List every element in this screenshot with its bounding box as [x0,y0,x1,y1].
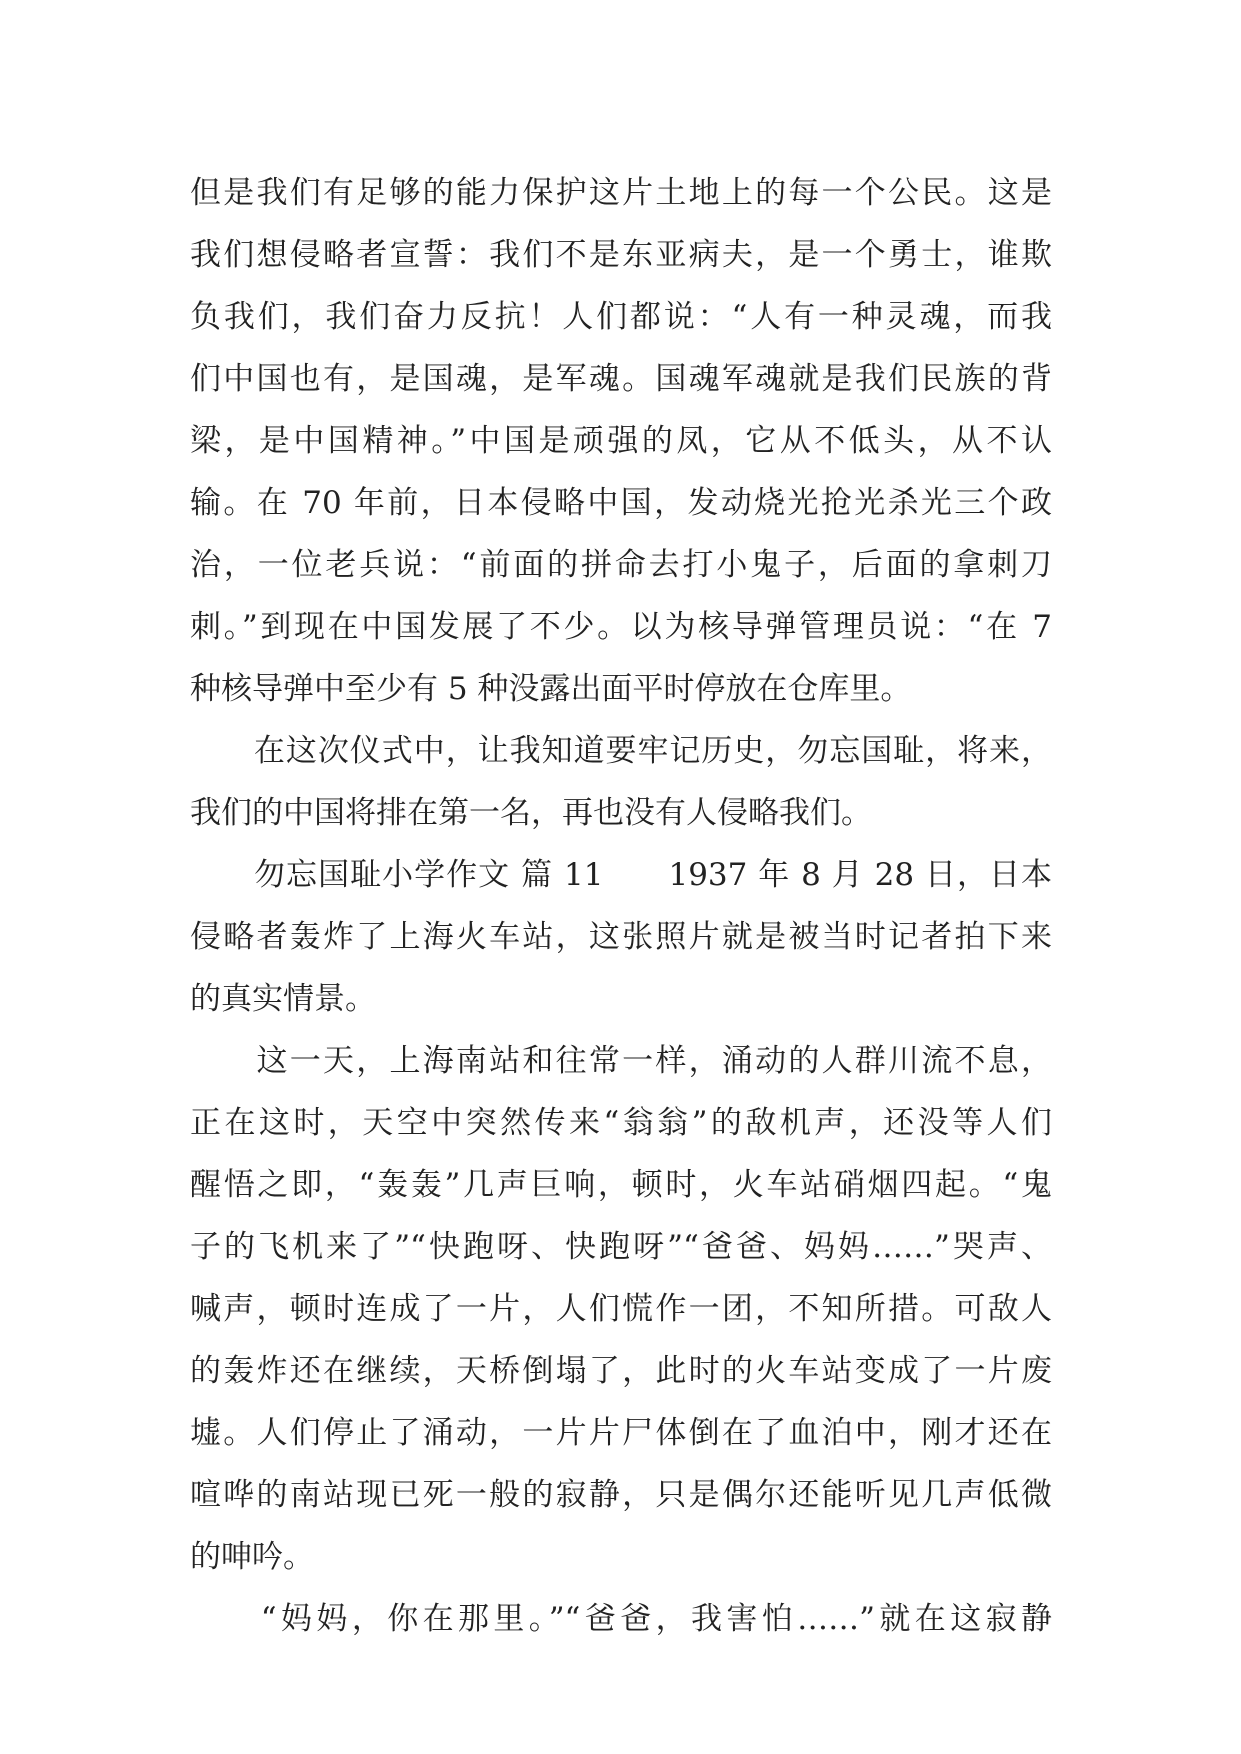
text-line: 的真实情景。 [190,981,376,1017]
text-line: 喧哗的南站现已死一般的寂静，只是偶尔还能听见几声低微 [190,1477,1052,1513]
text-line: 墟。人们停止了涌动，一片片尸体倒在了血泊中，刚才还在 [190,1415,1052,1451]
text-line: 刺。”到现在中国发展了不少。以为核导弹管理员说：“在 7 [190,609,1052,645]
text-line: 侵略者轰炸了上海火车站，这张照片就是被当时记者拍下来 [190,919,1052,955]
document-body-text [190,162,1052,1650]
text-line: 输。在 70 年前，日本侵略中国，发动烧光抢光杀光三个政 [190,485,1052,521]
text-line: 勿忘国耻小学作文 篇 11 1937 年 8 月 28 日，日本 [190,857,1052,893]
text-line: 我们想侵略者宣誓：我们不是东亚病夫，是一个勇士，谁欺 [190,237,1052,273]
text-line: 种核导弹中至少有 5 种没露出面平时停放在仓库里。 [190,671,912,707]
text-line: “妈妈，你在那里。”“爸爸，我害怕……”就在这寂静 [190,1601,1052,1637]
text-line: 在这次仪式中，让我知道要牢记历史，勿忘国耻，将来， [190,733,1052,769]
text-line: 子的飞机来了”“快跑呀、快跑呀”“爸爸、妈妈……”哭声、 [190,1229,1052,1265]
text-line: 的轰炸还在继续，天桥倒塌了，此时的火车站变成了一片废 [190,1353,1052,1389]
text-line: 正在这时，天空中突然传来“翁翁”的敌机声，还没等人们 [190,1105,1052,1141]
text-line: 喊声，顿时连成了一片，人们慌作一团，不知所措。可敌人 [190,1291,1052,1327]
text-line: 梁，是中国精神。”中国是顽强的凤，它从不低头，从不认 [190,423,1052,459]
text-line: 治，一位老兵说：“前面的拼命去打小鬼子，后面的拿刺刀 [190,547,1052,583]
text-line: 这一天，上海南站和往常一样，涌动的人群川流不息， [190,1043,1052,1079]
text-line: 们中国也有，是国魂，是军魂。国魂军魂就是我们民族的背 [190,361,1052,397]
text-line: 我们的中国将排在第一名，再也没有人侵略我们。 [190,795,872,831]
text-line: 负我们，我们奋力反抗！人们都说：“人有一种灵魂，而我 [190,299,1052,335]
text-line: 但是我们有足够的能力保护这片土地上的每一个公民。这是 [190,175,1052,211]
text-line: 醒悟之即，“轰轰”几声巨响，顿时，火车站硝烟四起。“鬼 [190,1167,1052,1203]
text-line: 的呻吟。 [190,1539,314,1575]
